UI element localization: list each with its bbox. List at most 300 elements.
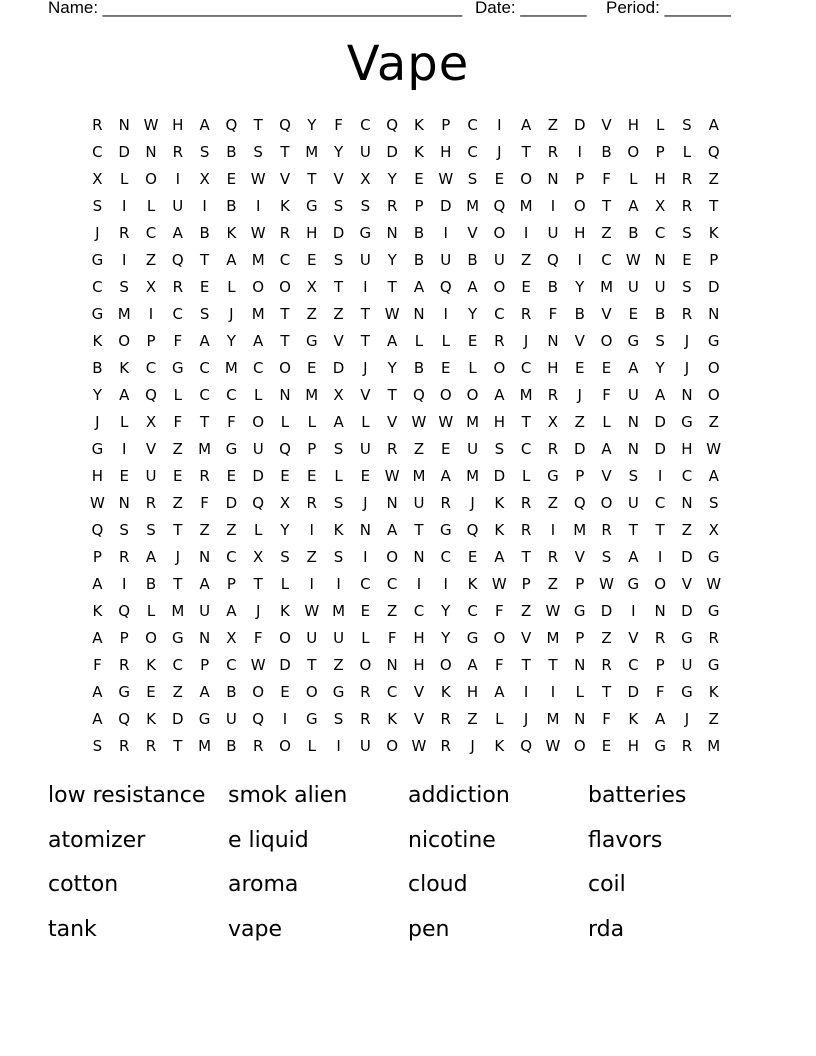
grid-letter[interactable]: R [386,197,398,215]
grid-letter[interactable]: H [413,656,425,674]
grid-letter[interactable]: I [550,197,556,215]
grid-letter[interactable]: A [387,332,398,350]
grid-letter[interactable]: Y [280,521,290,539]
grid-letter[interactable]: Z [547,116,559,134]
grid-letter[interactable]: D [573,440,586,458]
grid-letter[interactable]: Z [521,251,532,269]
grid-letter[interactable]: S [92,197,103,215]
grid-letter[interactable]: S [333,440,344,458]
grid-letter[interactable]: D [279,656,291,674]
grid-letter[interactable]: V [333,170,344,188]
grid-letter[interactable]: J [229,305,234,323]
grid-letter[interactable]: C [199,359,210,377]
grid-letter[interactable]: R [360,683,371,701]
grid-letter[interactable]: I [550,521,556,539]
date-field[interactable]: Date: _______ [475,0,587,17]
grid-letter[interactable]: R [279,224,291,242]
grid-letter[interactable]: I [282,710,288,728]
grid-letter[interactable]: C [226,548,237,566]
grid-letter[interactable]: D [654,440,666,458]
grid-letter[interactable]: W [250,224,266,242]
grid-letter[interactable]: J [523,332,529,350]
grid-letter[interactable]: U [681,656,693,674]
grid-letter[interactable]: Y [307,116,317,134]
grid-letter[interactable]: W [143,116,159,134]
grid-letter[interactable]: K [280,197,290,215]
grid-letter[interactable]: P [307,440,317,458]
grid-letter[interactable]: V [360,386,371,404]
grid-letter[interactable]: L [441,332,450,350]
grid-letter[interactable]: B [226,737,237,755]
grid-letter[interactable]: A [92,575,103,593]
grid-letter[interactable]: A [226,251,237,269]
grid-letter[interactable]: I [121,440,127,458]
grid-letter[interactable]: T [548,656,558,674]
grid-letter[interactable]: Y [441,602,451,620]
grid-letter[interactable]: E [601,737,612,755]
grid-letter[interactable]: F [495,602,504,620]
grid-letter[interactable]: R [601,656,612,674]
grid-letter[interactable]: E [146,683,156,701]
grid-letter[interactable]: L [254,521,263,539]
grid-letter[interactable]: U [359,251,371,269]
grid-letter[interactable]: Z [413,440,425,458]
grid-letter[interactable]: K [387,710,398,728]
grid-letter[interactable]: P [92,548,102,566]
grid-letter[interactable]: T [333,278,344,296]
grid-letter[interactable]: O [252,683,265,701]
grid-letter[interactable]: H [627,116,639,134]
grid-letter[interactable]: B [574,305,585,323]
grid-letter[interactable]: O [279,629,291,647]
grid-letter[interactable]: A [92,683,103,701]
grid-letter[interactable]: Z [387,602,398,620]
grid-letter[interactable]: C [467,143,478,161]
grid-letter[interactable]: R [681,737,693,755]
grid-letter[interactable]: O [627,143,640,161]
grid-letter[interactable]: T [521,656,531,674]
grid-letter[interactable]: T [200,413,210,431]
grid-letter[interactable]: G [198,710,211,728]
grid-letter[interactable]: B [413,224,425,242]
grid-letter[interactable]: Z [521,602,532,620]
grid-letter[interactable]: O [118,332,131,350]
grid-letter[interactable]: H [574,224,586,242]
grid-letter[interactable]: G [171,359,184,377]
grid-letter[interactable]: O [707,386,720,404]
grid-letter[interactable]: V [574,548,585,566]
grid-letter[interactable]: W [706,575,722,593]
grid-letter[interactable]: T [307,656,317,674]
grid-letter[interactable]: O [707,359,720,377]
grid-letter[interactable]: R [520,521,532,539]
grid-letter[interactable]: I [577,143,582,161]
grid-letter[interactable]: G [439,521,452,539]
grid-letter[interactable]: A [199,332,210,350]
grid-letter[interactable]: U [306,629,318,647]
grid-letter[interactable]: M [305,386,319,404]
grid-letter[interactable]: K [494,737,505,755]
grid-letter[interactable]: V [601,116,612,134]
grid-letter[interactable]: U [627,494,639,512]
grid-letter[interactable]: R [306,494,317,512]
grid-letter[interactable]: N [654,602,666,620]
grid-letter[interactable]: T [360,305,370,323]
grid-letter[interactable]: R [601,521,612,539]
grid-letter[interactable]: B [547,278,559,296]
grid-letter[interactable]: A [413,278,425,296]
grid-letter[interactable]: C [467,116,478,134]
grid-letter[interactable]: L [307,737,316,755]
grid-letter[interactable]: C [172,656,184,674]
grid-letter[interactable]: T [360,332,370,350]
grid-letter[interactable]: R [681,197,693,215]
grid-letter[interactable]: L [120,413,129,431]
grid-letter[interactable]: A [628,548,639,566]
grid-letter[interactable]: D [654,413,666,431]
grid-letter[interactable]: G [305,332,318,350]
grid-letter[interactable]: T [173,737,183,755]
grid-letter[interactable]: V [333,332,344,350]
grid-letter[interactable]: U [627,278,639,296]
grid-letter[interactable]: O [279,359,291,377]
grid-letter[interactable]: X [333,386,344,404]
grid-letter[interactable]: P [441,116,451,134]
grid-letter[interactable]: S [333,251,344,269]
grid-letter[interactable]: X [547,413,559,431]
grid-letter[interactable]: W [438,170,454,188]
grid-letter[interactable]: R [145,494,157,512]
grid-letter[interactable]: A [494,548,505,566]
grid-letter[interactable]: E [280,467,290,485]
grid-letter[interactable]: D [681,602,693,620]
grid-letter[interactable]: X [226,629,237,647]
grid-letter[interactable]: D [252,467,264,485]
grid-letter[interactable]: A [467,656,478,674]
grid-letter[interactable]: M [600,278,614,296]
grid-letter[interactable]: C [92,278,103,296]
grid-letter[interactable]: C [601,251,612,269]
grid-letter[interactable]: N [574,656,586,674]
grid-letter[interactable]: A [628,197,639,215]
grid-letter[interactable]: B [226,143,237,161]
grid-letter[interactable]: N [198,548,211,566]
grid-letter[interactable]: S [253,143,263,161]
grid-letter[interactable]: N [627,440,639,458]
grid-letter[interactable]: K [92,602,103,620]
grid-letter[interactable]: W [89,494,105,512]
grid-letter[interactable]: M [412,467,426,485]
grid-letter[interactable]: R [547,548,559,566]
grid-letter[interactable]: C [172,305,184,323]
grid-letter[interactable]: W [706,440,722,458]
grid-letter[interactable]: I [523,683,529,701]
grid-letter[interactable]: D [172,710,184,728]
grid-letter[interactable]: D [600,602,613,620]
grid-letter[interactable]: S [333,548,344,566]
grid-letter[interactable]: E [682,251,692,269]
grid-letter[interactable]: L [120,170,129,188]
grid-letter[interactable]: K [440,683,451,701]
grid-letter[interactable]: S [467,170,478,188]
grid-letter[interactable]: H [547,359,559,377]
grid-letter[interactable]: A [333,413,344,431]
grid-letter[interactable]: A [440,467,451,485]
grid-letter[interactable]: Q [520,737,533,755]
grid-letter[interactable]: T [709,197,719,215]
grid-letter[interactable]: W [491,575,507,593]
grid-letter[interactable]: W [411,737,427,755]
grid-letter[interactable]: K [708,683,719,701]
grid-letter[interactable]: Z [306,548,317,566]
grid-letter[interactable]: S [92,737,103,755]
grid-letter[interactable]: J [497,143,502,161]
grid-letter[interactable]: L [227,278,236,296]
grid-letter[interactable]: E [414,170,424,188]
grid-letter[interactable]: F [602,710,611,728]
grid-letter[interactable]: N [574,710,586,728]
grid-letter[interactable]: S [333,710,344,728]
grid-letter[interactable]: T [521,413,531,431]
grid-letter[interactable]: Z [601,629,612,647]
grid-letter[interactable]: R [360,710,371,728]
grid-letter[interactable]: W [545,737,561,755]
grid-letter[interactable]: Z [172,440,183,458]
grid-letter[interactable]: I [309,521,314,539]
grid-letter[interactable]: O [600,494,613,512]
grid-letter[interactable]: W [625,251,641,269]
grid-letter[interactable]: O [520,170,533,188]
grid-letter[interactable]: L [682,143,692,161]
grid-letter[interactable]: S [655,332,665,350]
grid-letter[interactable]: U [359,143,371,161]
grid-letter[interactable]: L [280,413,290,431]
grid-letter[interactable]: I [443,305,448,323]
grid-letter[interactable]: A [708,116,719,134]
grid-letter[interactable]: Y [226,332,236,350]
grid-letter[interactable]: L [146,602,156,620]
grid-letter[interactable]: H [91,467,104,485]
grid-letter[interactable]: U [199,602,211,620]
grid-letter[interactable]: S [119,521,129,539]
grid-letter[interactable]: F [227,413,236,431]
grid-letter[interactable]: L [307,413,316,431]
grid-letter[interactable]: G [707,332,720,350]
grid-letter[interactable]: M [224,359,238,377]
grid-letter[interactable]: E [441,440,451,458]
grid-letter[interactable]: I [443,224,448,242]
grid-letter[interactable]: C [467,602,478,620]
grid-letter[interactable]: S [119,278,129,296]
grid-letter[interactable]: X [708,521,719,539]
grid-letter[interactable]: W [545,602,561,620]
grid-letter[interactable]: O [252,413,265,431]
grid-letter[interactable]: N [708,305,720,323]
grid-letter[interactable]: O [600,332,613,350]
grid-letter[interactable]: P [575,467,585,485]
grid-letter[interactable]: G [91,440,104,458]
grid-letter[interactable]: E [628,305,639,323]
grid-letter[interactable]: N [547,332,559,350]
grid-letter[interactable]: R [92,116,103,134]
grid-letter[interactable]: K [226,224,237,242]
grid-letter[interactable]: U [359,737,371,755]
grid-letter[interactable]: F [495,656,504,674]
grid-letter[interactable]: Z [547,575,559,593]
grid-letter[interactable]: G [707,602,720,620]
grid-letter[interactable]: W [599,575,614,593]
grid-letter[interactable]: A [494,386,505,404]
grid-letter[interactable]: R [118,656,130,674]
grid-letter[interactable]: Q [145,386,157,404]
grid-letter[interactable]: T [280,332,290,350]
grid-letter[interactable]: K [280,602,290,620]
grid-letter[interactable]: D [573,116,586,134]
grid-letter[interactable]: G [547,467,559,485]
grid-letter[interactable]: Z [333,656,344,674]
grid-letter[interactable]: P [226,575,236,593]
grid-letter[interactable]: K [146,656,156,674]
grid-letter[interactable]: E [467,332,478,350]
grid-letter[interactable]: J [255,602,261,620]
grid-letter[interactable]: B [413,251,425,269]
grid-letter[interactable]: G [171,629,184,647]
grid-letter[interactable]: A [521,116,532,134]
grid-letter[interactable]: G [91,305,104,323]
grid-letter[interactable]: U [252,440,264,458]
grid-letter[interactable]: C [360,116,371,134]
grid-letter[interactable]: L [468,359,477,377]
grid-letter[interactable]: T [601,197,612,215]
grid-letter[interactable]: S [601,548,612,566]
grid-letter[interactable]: R [172,143,183,161]
grid-letter[interactable]: W [250,656,266,674]
grid-letter[interactable]: O [386,548,399,566]
grid-letter[interactable]: I [148,305,154,323]
grid-letter[interactable]: I [336,575,341,593]
grid-letter[interactable]: Y [387,359,397,377]
grid-letter[interactable]: F [548,305,558,323]
grid-letter[interactable]: X [253,548,264,566]
grid-letter[interactable]: S [199,305,210,323]
grid-letter[interactable]: O [439,386,452,404]
grid-letter[interactable]: N [681,494,693,512]
grid-letter[interactable]: E [575,359,585,377]
grid-letter[interactable]: Q [466,521,479,539]
grid-letter[interactable]: U [413,494,425,512]
grid-letter[interactable]: M [332,602,346,620]
grid-letter[interactable]: G [681,413,693,431]
grid-letter[interactable]: G [627,332,640,350]
grid-letter[interactable]: L [334,467,343,485]
grid-letter[interactable]: X [145,278,157,296]
grid-letter[interactable]: A [253,332,264,350]
grid-letter[interactable]: C [360,575,371,593]
grid-letter[interactable]: S [333,197,344,215]
grid-letter[interactable]: C [628,656,639,674]
grid-letter[interactable]: E [307,251,317,269]
grid-letter[interactable]: R [252,737,264,755]
grid-letter[interactable]: O [573,197,586,215]
grid-letter[interactable]: C [681,467,693,485]
grid-letter[interactable]: Q [252,710,265,728]
grid-letter[interactable]: O [493,359,506,377]
grid-letter[interactable]: L [280,575,290,593]
grid-letter[interactable]: M [573,521,587,539]
grid-letter[interactable]: R [547,386,559,404]
grid-letter[interactable]: C [440,548,451,566]
grid-letter[interactable]: W [411,413,427,431]
grid-letter[interactable]: Q [573,494,586,512]
grid-letter[interactable]: R [118,548,130,566]
grid-letter[interactable]: Q [547,251,559,269]
grid-letter[interactable]: I [121,197,127,215]
grid-letter[interactable]: D [707,278,720,296]
grid-letter[interactable]: R [118,224,130,242]
grid-letter[interactable]: P [709,251,719,269]
grid-letter[interactable]: C [199,386,210,404]
grid-letter[interactable]: T [521,548,531,566]
grid-letter[interactable]: U [359,440,371,458]
grid-letter[interactable]: M [466,413,480,431]
grid-letter[interactable]: V [387,413,398,431]
grid-letter[interactable]: D [118,143,130,161]
grid-letter[interactable]: G [681,683,693,701]
grid-letter[interactable]: C [654,224,666,242]
grid-letter[interactable]: A [708,467,719,485]
grid-letter[interactable]: N [386,656,398,674]
grid-letter[interactable]: R [494,332,505,350]
grid-letter[interactable]: S [360,197,371,215]
grid-letter[interactable]: I [443,575,448,593]
grid-letter[interactable]: I [577,251,582,269]
grid-letter[interactable]: R [708,629,719,647]
grid-letter[interactable]: L [146,197,156,215]
grid-letter[interactable]: H [440,143,452,161]
grid-letter[interactable]: T [414,521,424,539]
grid-letter[interactable]: C [520,440,532,458]
grid-letter[interactable]: Y [575,278,585,296]
grid-letter[interactable]: K [414,116,424,134]
grid-letter[interactable]: N [279,386,291,404]
grid-letter[interactable]: Z [708,413,719,431]
grid-letter[interactable]: R [681,305,693,323]
grid-letter[interactable]: C [92,143,103,161]
grid-letter[interactable]: U [333,629,345,647]
grid-letter[interactable]: Z [601,224,612,242]
grid-letter[interactable]: H [172,116,184,134]
grid-letter[interactable]: Q [493,197,506,215]
grid-letter[interactable]: I [255,197,261,215]
grid-letter[interactable]: V [628,629,639,647]
grid-letter[interactable]: Q [386,116,399,134]
grid-letter[interactable]: M [466,197,480,215]
grid-letter[interactable]: R [172,278,183,296]
grid-letter[interactable]: T [253,116,263,134]
grid-letter[interactable]: O [439,656,452,674]
grid-letter[interactable]: H [627,737,639,755]
grid-letter[interactable]: M [305,143,319,161]
grid-letter[interactable]: A [145,548,157,566]
grid-letter[interactable]: K [333,521,344,539]
grid-letter[interactable]: Q [118,602,131,620]
grid-letter[interactable]: N [198,629,211,647]
grid-letter[interactable]: T [173,575,183,593]
grid-letter[interactable]: Y [92,386,102,404]
grid-letter[interactable]: D [332,359,345,377]
grid-letter[interactable]: J [363,359,368,377]
grid-letter[interactable]: V [601,467,612,485]
